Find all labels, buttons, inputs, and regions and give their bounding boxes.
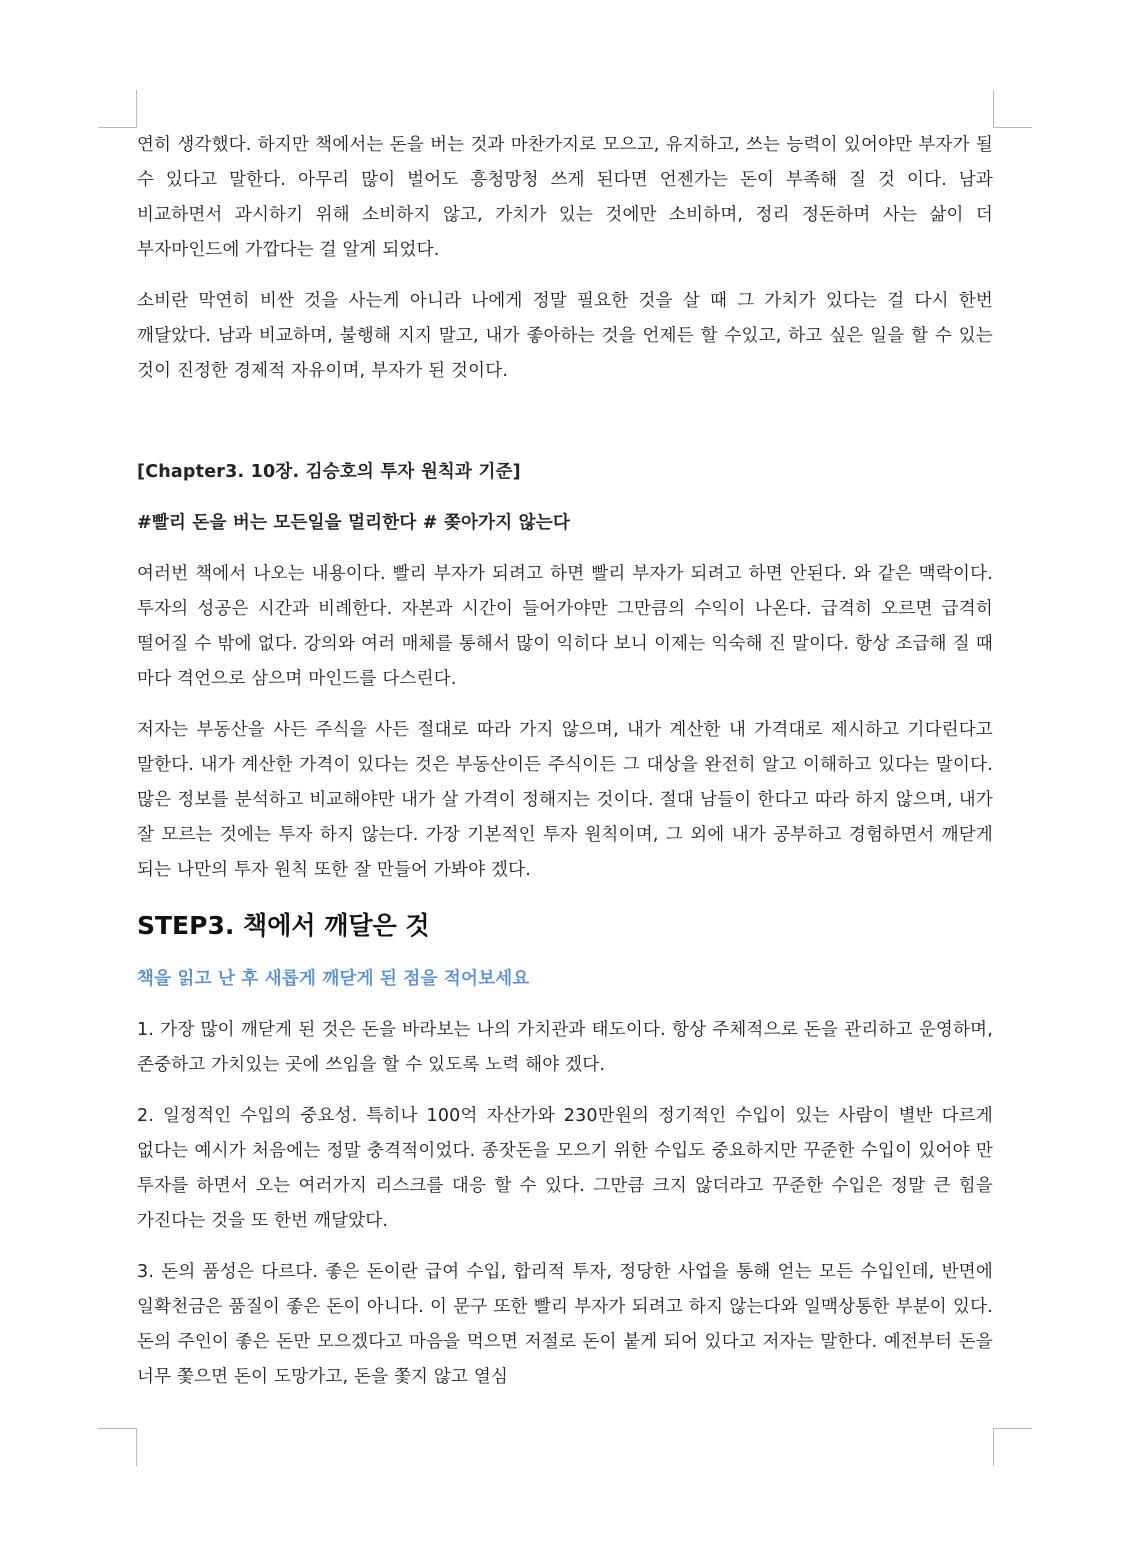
crop-mark-top-right-horizontal [993,127,1032,128]
crop-mark-top-right-vertical [993,90,994,128]
crop-mark-bottom-right-horizontal [993,1428,1032,1429]
chapter-heading: [Chapter3. 10장. 김승호의 투자 원칙과 기준] [137,462,521,482]
document-body [137,128,993,1395]
crop-mark-bottom-left-horizontal [98,1428,137,1429]
body-paragraph: 여러번 책에서 나오는 내용이다. 빨리 부자가 되려고 하면 빨리 부자가 되려고 하면 안된다. 와 같은 맥락이다. 투자의 성공은 시간과 비례한다. 자본과 시간이 들어가야만 그만큼의 수익이 나온다. 급격히 오르면 급격히 떨어질 수 밖에 없다. 강의와 여러 매체를 통해서 많이 익히다 보니 이제는 익숙해 진 말이다. 항상 조급해 질 때 마다 격언으로 삼으며 마인드를 다스린다. [137,564,993,689]
insight-point-3: 3. 돈의 품성은 다르다. 좋은 돈이란 급여 수입, 합리적 투자, 정당한 사업을 통해 얻는 모든 수입인데, 반면에 일확천금은 품질이 좋은 돈이 아니다. 이 문구 또한 빨리 부자가 되려고 하지 않는다와 일맥상통한 부분이 있다. 돈의 주인이 좋은 돈만 모으겠다고 마음을 먹으면 저절로 돈이 붙게 되어 있다고 저자는 말한다. 예전부터 돈을 너무 쫓으면 돈이 도망가고, 돈을 쫓지 않고 열심 [137,1262,993,1387]
body-paragraph: 저자는 부동산을 사든 주식을 사든 절대로 따라 가지 않으며, 내가 계산한 내 가격대로 제시하고 기다린다고 말한다. 내가 계산한 가격이 있다는 것은 부동산이든 주식이든 그 대상을 완전히 알고 이해하고 있다는 말이다. 많은 정보를 분석하고 비교해야만 내가 살 가격이 정해지는 것이다. 절대 남들이 한다고 따라 하지 않으며, 내가 잘 모르는 것에는 투자 하지 않는다. 가장 기본적인 투자 원칙이며, 그 외에 내가 공부하고 경험하면서 깨닫게 되는 나만의 투자 원칙 또한 잘 만들어 가봐야 겠다. [137,720,993,880]
body-paragraph: 소비란 막연히 비싼 것을 사는게 아니라 나에게 정말 필요한 것을 살 때 그 가치가 있다는 걸 다시 한번 깨달았다. 남과 비교하며, 불행해 지지 말고, 내가 좋아하는 것을 언제든 할 수있고, 하고 싶은 일을 할 수 있는 것이 진정한 경제적 자유이며, 부자가 된 것이다. [137,291,993,381]
insight-point-2: 2. 일정적인 수입의 중요성. 특히나 100억 자산가와 230만원의 정기적인 수입이 있는 사람이 별반 다르게 없다는 예시가 처음에는 정말 충격적이었다. 종잣돈을 모으기 위한 수입도 중요하지만 꾸준한 수입이 있어야 만 투자를 하면서 오는 여러가지 리스크를 대응 할 수 있다. 그만큼 크지 않더라고 꾸준한 수입은 정말 큰 힘을 가진다는 것을 또 한번 깨달았다. [137,1106,993,1231]
insight-point-1: 1. 가장 많이 깨닫게 된 것은 돈을 바라보는 나의 가치관과 태도이다. 항상 주체적으로 돈을 관리하고 운영하며, 존중하고 가치있는 곳에 쓰임을 할 수 있도록 노력 해야 겠다. [137,1020,993,1075]
crop-mark-top-left-horizontal [98,127,137,128]
crop-mark-bottom-right-vertical [993,1428,994,1466]
body-paragraph: 연히 생각했다. 하지만 책에서는 돈을 버는 것과 마찬가지로 모으고, 유지하고, 쓰는 능력이 있어야만 부자가 될 수 있다고 말한다. 아무리 많이 벌어도 흥청망청 쓰게 된다면 언젠가는 돈이 부족해 질 것 이다. 남과 비교하면서 과시하기 위해 소비하지 않고, 가치가 있는 것에만 소비하며, 정리 정돈하며 사는 삶이 더 부자마인드에 가깝다는 걸 알게 되었다. [137,135,993,260]
crop-mark-top-left-vertical [136,90,137,128]
writing-prompt: 책을 읽고 난 후 새롭게 깨닫게 된 점을 적어보세요 [137,969,530,989]
step-title: STEP3. 책에서 깨달은 것 [137,911,430,940]
section-subheading: #빨리 돈을 버는 모든일을 멀리한다 # 쫒아가지 않는다 [137,513,570,533]
crop-mark-bottom-left-vertical [136,1428,137,1466]
